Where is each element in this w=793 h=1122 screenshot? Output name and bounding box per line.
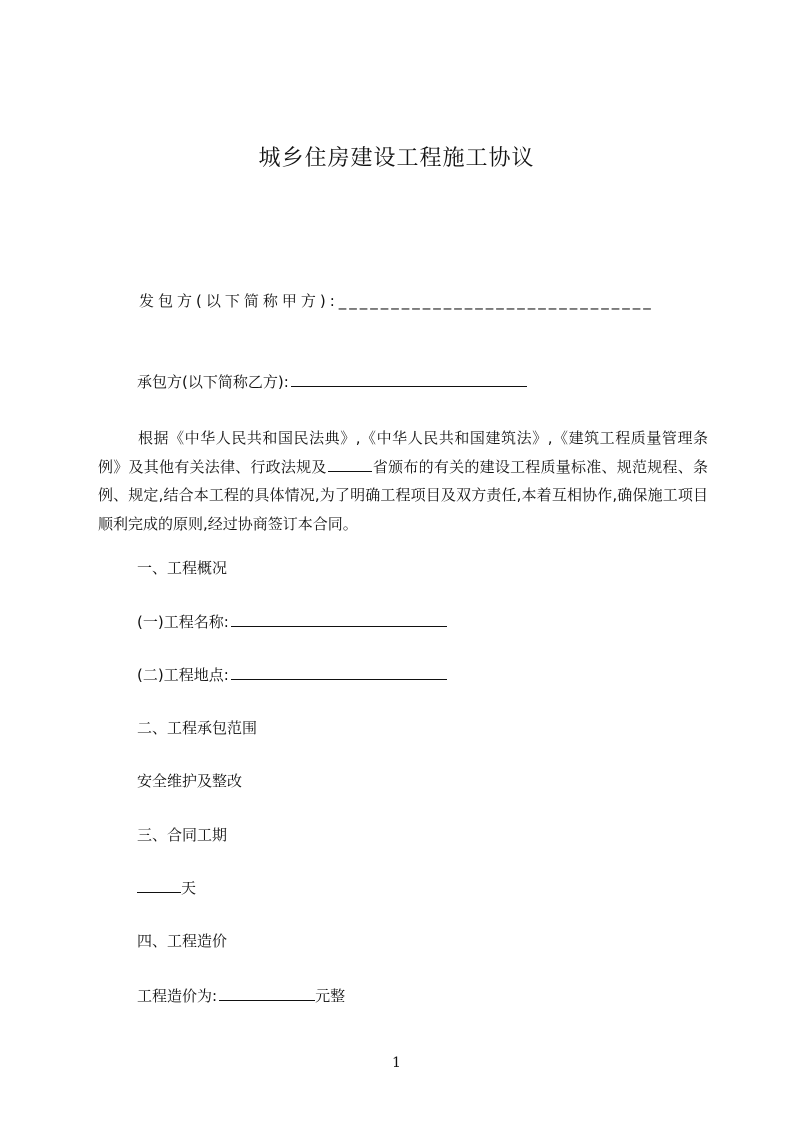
section-3-heading: 三、合同工期 (137, 826, 228, 844)
preamble-text-2: 省颁布的有关的建设工程质量标准、规范规程、条例、规定,结合本工程的具体情况,为了明确工程项目及双方责任,本着互相协作,确保施工项目顺利完成的原则,经过协商签订本合同。 (98, 457, 708, 533)
project-location-blank (231, 665, 447, 680)
section-2-heading: 二、工程承包范围 (137, 719, 258, 737)
project-name-label: (一)工程名称: (137, 613, 229, 631)
party-b-label: 承包方(以下简称乙方): (137, 373, 289, 391)
scope-content: 安全维护及整改 (137, 772, 243, 790)
preamble-paragraph (98, 424, 708, 538)
price-unit: 元整 (315, 987, 346, 1005)
party-b-line (137, 371, 527, 392)
province-blank (328, 459, 372, 472)
party-a-line (139, 290, 654, 311)
project-name-blank (231, 612, 447, 627)
project-location-label: (二)工程地点: (137, 666, 229, 684)
party-b-blank (291, 372, 527, 387)
duration-line (137, 877, 196, 898)
project-name-line (137, 611, 447, 632)
project-location-line (137, 664, 447, 685)
party-a-label: 发包方(以下简称甲方): (139, 292, 339, 310)
party-a-blank: ______________________________ (338, 292, 654, 310)
price-line (137, 985, 345, 1006)
duration-unit: 天 (181, 879, 197, 897)
section-4-heading: 四、工程造价 (137, 932, 228, 950)
price-label: 工程造价为: (137, 987, 218, 1005)
duration-blank (137, 878, 181, 893)
page-number: 1 (392, 1055, 401, 1071)
section-1-heading: 一、工程概况 (137, 559, 228, 577)
price-blank (219, 986, 315, 1001)
preamble-text-1: 根据《中华人民共和国民法典》,《中华人民共和国建筑法》,《建筑工程质量管理条例》及其他有关法律、行政法规及 (98, 429, 708, 476)
document-title: 城乡住房建设工程施工协议 (258, 146, 535, 171)
